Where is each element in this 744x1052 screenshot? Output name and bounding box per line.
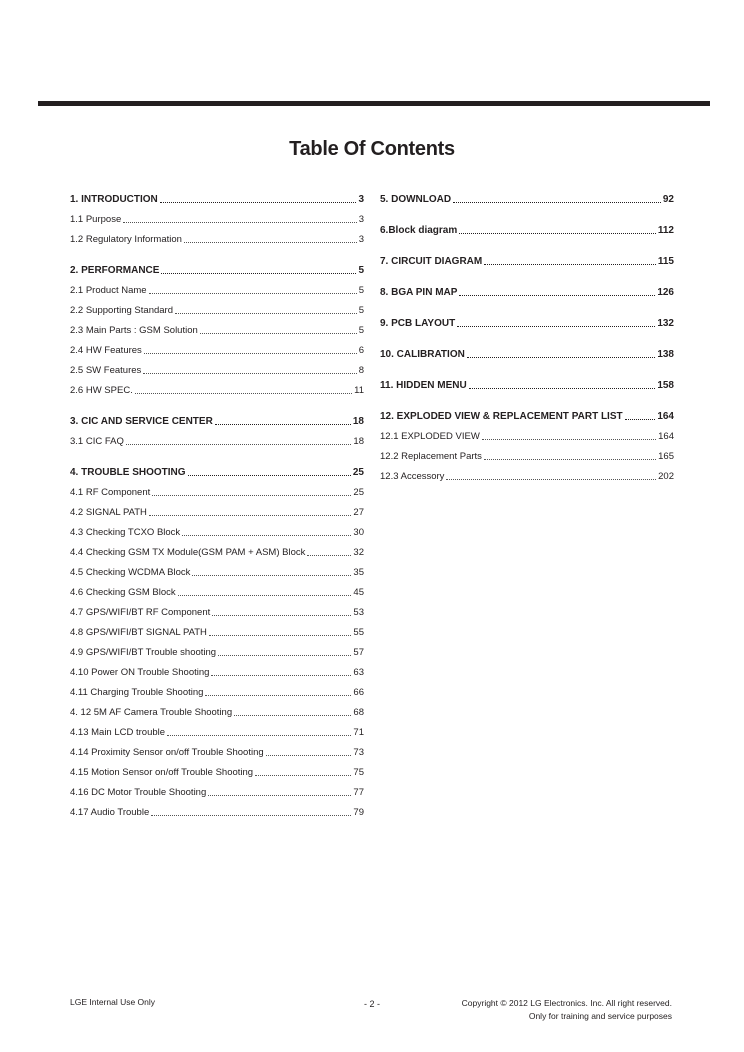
toc-entry-label: 4.5 Checking WCDMA Block xyxy=(70,567,191,578)
toc-subsection-entry[interactable] xyxy=(70,659,364,679)
toc-entry-label: 12.1 EXPLODED VIEW xyxy=(380,431,480,442)
toc-entry-page-number: 75 xyxy=(353,767,364,778)
footer-purpose-note: Only for training and service purposes xyxy=(528,1011,672,1021)
toc-entry-page-number: 57 xyxy=(353,647,364,658)
toc-right-column xyxy=(380,186,674,483)
toc-entry-label: 11. HIDDEN MENU xyxy=(380,380,467,391)
toc-section-entry[interactable] xyxy=(380,217,674,237)
toc-entry-page-number: 11 xyxy=(354,385,364,396)
toc-dot-leader xyxy=(484,458,656,460)
toc-entry-page-number: 5 xyxy=(358,325,364,336)
toc-subsection-entry[interactable] xyxy=(70,428,364,448)
toc-subsection-entry[interactable] xyxy=(70,619,364,639)
toc-entry-label: 2.3 Main Parts : GSM Solution xyxy=(70,325,198,336)
toc-entry-page-number: 3 xyxy=(358,234,364,245)
toc-section-entry[interactable] xyxy=(380,341,674,361)
toc-dot-leader xyxy=(457,325,655,327)
toc-subsection-entry[interactable] xyxy=(70,226,364,246)
footer-copyright-block xyxy=(462,997,672,1023)
toc-entry-label: 6.Block diagram xyxy=(380,225,458,236)
toc-entry-page-number: 25 xyxy=(353,487,364,498)
toc-dot-leader xyxy=(126,443,352,445)
toc-entry-label: 4.11 Charging Trouble Shooting xyxy=(70,687,204,698)
toc-section-entry[interactable] xyxy=(70,186,364,206)
toc-entry-page-number: 8 xyxy=(358,365,364,376)
toc-dot-leader xyxy=(184,241,357,243)
toc-entry-page-number: 66 xyxy=(353,687,364,698)
toc-dot-leader xyxy=(149,514,352,516)
toc-subsection-entry[interactable] xyxy=(70,277,364,297)
toc-entry-page-number: 5 xyxy=(358,305,364,316)
toc-entry-label: 5. DOWNLOAD xyxy=(380,194,452,205)
toc-entry-label: 1.2 Regulatory Information xyxy=(70,234,182,245)
toc-dot-leader xyxy=(469,387,656,389)
toc-entry-page-number: 5 xyxy=(358,285,364,296)
toc-subsection-entry[interactable] xyxy=(70,479,364,499)
toc-entry-label: 4.16 DC Motor Trouble Shooting xyxy=(70,787,207,798)
toc-subsection-entry[interactable] xyxy=(70,739,364,759)
toc-entry-page-number: 30 xyxy=(353,527,364,538)
toc-section-entry[interactable] xyxy=(380,310,674,330)
toc-dot-leader xyxy=(484,263,656,265)
toc-section-entry[interactable] xyxy=(70,459,364,479)
toc-entry-page-number: 45 xyxy=(353,587,364,598)
toc-entry-label: 4.13 Main LCD trouble xyxy=(70,727,166,738)
toc-entry-label: 4.17 Audio Trouble xyxy=(70,807,150,818)
toc-dot-leader xyxy=(482,438,656,440)
toc-dot-leader xyxy=(234,714,351,716)
toc-entry-page-number: 92 xyxy=(662,194,674,205)
toc-entry-page-number: 132 xyxy=(657,318,674,329)
page-title: Table Of Contents xyxy=(289,138,455,160)
toc-entry-label: 4.10 Power ON Trouble Shooting xyxy=(70,667,210,678)
toc-dot-leader xyxy=(453,201,661,203)
toc-dot-leader xyxy=(149,292,357,294)
toc-entry-label: 4.3 Checking TCXO Block xyxy=(70,527,181,538)
toc-dot-leader xyxy=(175,312,357,314)
toc-subsection-entry[interactable] xyxy=(70,639,364,659)
toc-entry-page-number: 3 xyxy=(358,214,364,225)
toc-entry-page-number: 68 xyxy=(353,707,364,718)
toc-entry-page-number: 32 xyxy=(353,547,364,558)
header-rule xyxy=(38,101,710,106)
toc-subsection-entry[interactable] xyxy=(380,443,674,463)
toc-dot-leader xyxy=(212,614,351,616)
toc-entry-page-number: 35 xyxy=(353,567,364,578)
toc-entry-label: 4. 12 5M AF Camera Trouble Shooting xyxy=(70,707,233,718)
toc-subsection-entry[interactable] xyxy=(70,206,364,226)
toc-subsection-entry[interactable] xyxy=(70,519,364,539)
toc-dot-leader xyxy=(161,272,356,274)
toc-section-entry[interactable] xyxy=(380,248,674,268)
toc-subsection-entry[interactable] xyxy=(70,679,364,699)
toc-subsection-entry[interactable] xyxy=(70,357,364,377)
toc-entry-page-number: 73 xyxy=(353,747,364,758)
toc-section-entry[interactable] xyxy=(380,372,674,392)
toc-dot-leader xyxy=(205,694,351,696)
toc-entry-label: 4.4 Checking GSM TX Module(GSM PAM + ASM) Block xyxy=(70,547,306,558)
toc-entry-label: 2.1 Product Name xyxy=(70,285,147,296)
toc-dot-leader xyxy=(178,594,352,596)
toc-entry-label: 2.4 HW Features xyxy=(70,345,142,356)
toc-subsection-entry[interactable] xyxy=(70,317,364,337)
toc-entry-label: 4.2 SIGNAL PATH xyxy=(70,507,147,518)
toc-dot-leader xyxy=(200,332,357,334)
footer-copyright: Copyright © 2012 LG Electronics. Inc. All right reserved. xyxy=(461,998,672,1008)
toc-entry-page-number: 3 xyxy=(358,194,364,205)
footer-page-number: - 2 - xyxy=(363,999,380,1009)
toc-subsection-entry[interactable] xyxy=(70,377,364,397)
toc-dot-leader xyxy=(188,474,351,476)
toc-entry-page-number: 18 xyxy=(352,416,364,427)
toc-entry-page-number: 164 xyxy=(658,431,674,442)
toc-dot-leader xyxy=(215,423,351,425)
toc-subsection-entry[interactable] xyxy=(70,499,364,519)
toc-entry-label: 4.8 GPS/WIFI/BT SIGNAL PATH xyxy=(70,627,207,638)
toc-entry-page-number: 115 xyxy=(657,256,674,267)
toc-subsection-entry[interactable] xyxy=(70,337,364,357)
toc-entry-page-number: 71 xyxy=(353,727,364,738)
toc-dot-leader xyxy=(446,478,656,480)
toc-section-entry[interactable] xyxy=(380,279,674,299)
toc-dot-leader xyxy=(160,201,357,203)
toc-subsection-entry[interactable] xyxy=(70,779,364,799)
toc-entry-label: 1. INTRODUCTION xyxy=(70,194,158,205)
toc-entry-page-number: 25 xyxy=(352,467,364,478)
toc-left-column xyxy=(70,186,364,819)
toc-dot-leader xyxy=(192,574,351,576)
toc-entry-page-number: 27 xyxy=(353,507,364,518)
toc-subsection-entry[interactable] xyxy=(70,579,364,599)
toc-entry-page-number: 18 xyxy=(353,436,364,447)
toc-subsection-entry[interactable] xyxy=(70,759,364,779)
toc-subsection-entry[interactable] xyxy=(70,699,364,719)
toc-entry-label: 2. PERFORMANCE xyxy=(70,265,160,276)
toc-dot-leader xyxy=(307,554,351,556)
toc-entry-page-number: 5 xyxy=(358,265,364,276)
toc-entry-page-number: 126 xyxy=(657,287,674,298)
toc-entry-page-number: 158 xyxy=(657,380,674,391)
toc-subsection-entry[interactable] xyxy=(70,559,364,579)
footer-internal-use: LGE Internal Use Only xyxy=(70,997,156,1007)
toc-dot-leader xyxy=(208,794,351,796)
toc-entry-label: 3.1 CIC FAQ xyxy=(70,436,124,447)
toc-dot-leader xyxy=(123,221,356,223)
toc-dot-leader xyxy=(209,634,352,636)
toc-entry-label: 1.1 Purpose xyxy=(70,214,122,225)
toc-entry-label: 2.6 HW SPEC. xyxy=(70,385,133,396)
toc-dot-leader xyxy=(152,494,351,496)
toc-entry-page-number: 6 xyxy=(358,345,364,356)
toc-entry-label: 2.5 SW Features xyxy=(70,365,142,376)
toc-dot-leader xyxy=(182,534,351,536)
toc-subsection-entry[interactable] xyxy=(380,423,674,443)
toc-dot-leader xyxy=(151,814,351,816)
toc-section-entry[interactable] xyxy=(70,408,364,428)
toc-entry-label: 2.2 Supporting Standard xyxy=(70,305,173,316)
toc-dot-leader xyxy=(459,294,655,296)
toc-dot-leader xyxy=(625,418,656,420)
toc-entry-page-number: 138 xyxy=(657,349,674,360)
toc-subsection-entry[interactable] xyxy=(380,463,674,483)
toc-dot-leader xyxy=(218,654,351,656)
toc-dot-leader xyxy=(467,356,655,358)
toc-entry-label: 4. TROUBLE SHOOTING xyxy=(70,467,186,478)
toc-dot-leader xyxy=(167,734,351,736)
toc-entry-label: 4.14 Proximity Sensor on/off Trouble Shooting xyxy=(70,747,264,758)
toc-entry-label: 4.9 GPS/WIFI/BT Trouble shooting xyxy=(70,647,217,658)
toc-entry-label: 10. CALIBRATION xyxy=(380,349,465,360)
toc-entry-label: 12.2 Replacement Parts xyxy=(380,451,482,462)
toc-dot-leader xyxy=(143,372,356,374)
toc-dot-leader xyxy=(144,352,357,354)
toc-entry-page-number: 63 xyxy=(353,667,364,678)
toc-entry-page-number: 53 xyxy=(353,607,364,618)
toc-subsection-entry[interactable] xyxy=(70,599,364,619)
toc-entry-label: 3. CIC AND SERVICE CENTER xyxy=(70,416,213,427)
toc-entry-label: 4.6 Checking GSM Block xyxy=(70,587,176,598)
toc-dot-leader xyxy=(135,392,352,394)
toc-entry-label: 8. BGA PIN MAP xyxy=(380,287,458,298)
toc-entry-label: 12. EXPLODED VIEW & REPLACEMENT PART LIST xyxy=(380,411,623,422)
toc-subsection-entry[interactable] xyxy=(70,719,364,739)
toc-entry-page-number: 55 xyxy=(353,627,364,638)
toc-dot-leader xyxy=(266,754,352,756)
toc-entry-label: 9. PCB LAYOUT xyxy=(380,318,456,329)
toc-section-entry[interactable] xyxy=(380,403,674,423)
toc-dot-leader xyxy=(211,674,351,676)
toc-entry-page-number: 164 xyxy=(657,411,674,422)
toc-entry-page-number: 202 xyxy=(658,471,674,482)
toc-entry-page-number: 77 xyxy=(353,787,364,798)
toc-subsection-entry[interactable] xyxy=(70,539,364,559)
toc-subsection-entry[interactable] xyxy=(70,799,364,819)
toc-entry-label: 7. CIRCUIT DIAGRAM xyxy=(380,256,483,267)
toc-entry-label: 12.3 Accessory xyxy=(380,471,445,482)
toc-entry-label: 4.15 Motion Sensor on/off Trouble Shooting xyxy=(70,767,254,778)
toc-section-entry[interactable] xyxy=(70,257,364,277)
toc-entry-label: 4.7 GPS/WIFI/BT RF Component xyxy=(70,607,211,618)
toc-subsection-entry[interactable] xyxy=(70,297,364,317)
toc-dot-leader xyxy=(459,232,656,234)
toc-entry-label: 4.1 RF Component xyxy=(70,487,151,498)
toc-section-entry[interactable] xyxy=(380,186,674,206)
toc-entry-page-number: 79 xyxy=(353,807,364,818)
toc-entry-page-number: 165 xyxy=(658,451,674,462)
toc-dot-leader xyxy=(255,774,351,776)
toc-entry-page-number: 112 xyxy=(657,225,674,236)
